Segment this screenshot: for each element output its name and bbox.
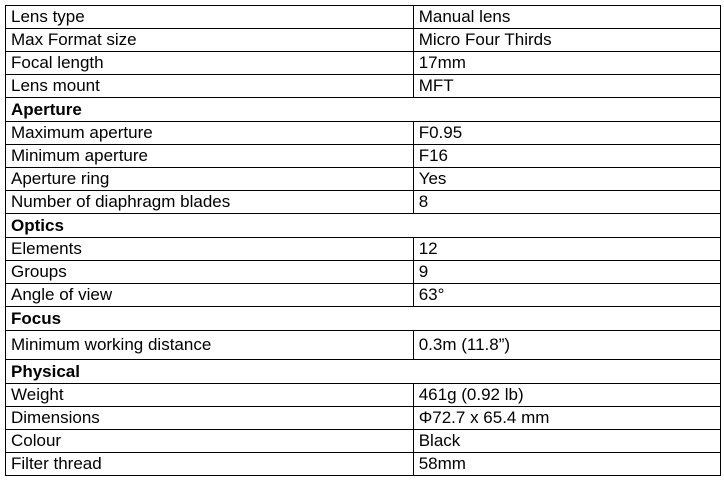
spec-value: 8 bbox=[413, 191, 720, 214]
spec-label: Max Format size bbox=[6, 29, 414, 52]
spec-value: 58mm bbox=[413, 453, 720, 476]
section-title: Focus bbox=[6, 307, 721, 331]
spec-value: 461g (0.92 lb) bbox=[413, 384, 720, 407]
spec-value: Manual lens bbox=[413, 6, 720, 29]
section-header-aperture bbox=[6, 98, 721, 122]
table-row bbox=[6, 453, 721, 476]
section-header-physical bbox=[6, 360, 721, 384]
section-header-optics bbox=[6, 214, 721, 238]
spec-value: 17mm bbox=[413, 52, 720, 75]
table-row bbox=[6, 168, 721, 191]
table-row bbox=[6, 6, 721, 29]
spec-label: Dimensions bbox=[6, 407, 414, 430]
spec-label: Lens type bbox=[6, 6, 414, 29]
table-row bbox=[6, 384, 721, 407]
table-row bbox=[6, 261, 721, 284]
spec-label: Maximum aperture bbox=[6, 122, 414, 145]
section-header-focus bbox=[6, 307, 721, 331]
spec-label: Aperture ring bbox=[6, 168, 414, 191]
table-row bbox=[6, 52, 721, 75]
spec-value: F0.95 bbox=[413, 122, 720, 145]
spec-value: 9 bbox=[413, 261, 720, 284]
spec-value: 12 bbox=[413, 238, 720, 261]
spec-label: Weight bbox=[6, 384, 414, 407]
spec-label: Minimum aperture bbox=[6, 145, 414, 168]
spec-value: Φ72.7 x 65.4 mm bbox=[413, 407, 720, 430]
spec-label: Focal length bbox=[6, 52, 414, 75]
spec-label: Lens mount bbox=[6, 75, 414, 98]
section-title: Physical bbox=[6, 360, 721, 384]
spec-value: MFT bbox=[413, 75, 720, 98]
spec-value: F16 bbox=[413, 145, 720, 168]
table-row bbox=[6, 407, 721, 430]
spec-value: Black bbox=[413, 430, 720, 453]
table-row bbox=[6, 145, 721, 168]
spec-value: 63° bbox=[413, 284, 720, 307]
section-title: Optics bbox=[6, 214, 721, 238]
table-row bbox=[6, 191, 721, 214]
spec-label: Angle of view bbox=[6, 284, 414, 307]
table-row bbox=[6, 331, 721, 360]
table-row bbox=[6, 29, 721, 52]
spec-label: Colour bbox=[6, 430, 414, 453]
spec-label: Minimum working distance bbox=[6, 331, 414, 360]
spec-label: Groups bbox=[6, 261, 414, 284]
table-row bbox=[6, 238, 721, 261]
table-row bbox=[6, 75, 721, 98]
spec-value: 0.3m (11.8”) bbox=[413, 331, 720, 360]
spec-label: Elements bbox=[6, 238, 414, 261]
section-title: Aperture bbox=[6, 98, 721, 122]
spec-value: Micro Four Thirds bbox=[413, 29, 720, 52]
table-row bbox=[6, 284, 721, 307]
lens-spec-table bbox=[5, 5, 721, 476]
spec-label: Number of diaphragm blades bbox=[6, 191, 414, 214]
spec-label: Filter thread bbox=[6, 453, 414, 476]
table-row bbox=[6, 122, 721, 145]
spec-value: Yes bbox=[413, 168, 720, 191]
table-row bbox=[6, 430, 721, 453]
